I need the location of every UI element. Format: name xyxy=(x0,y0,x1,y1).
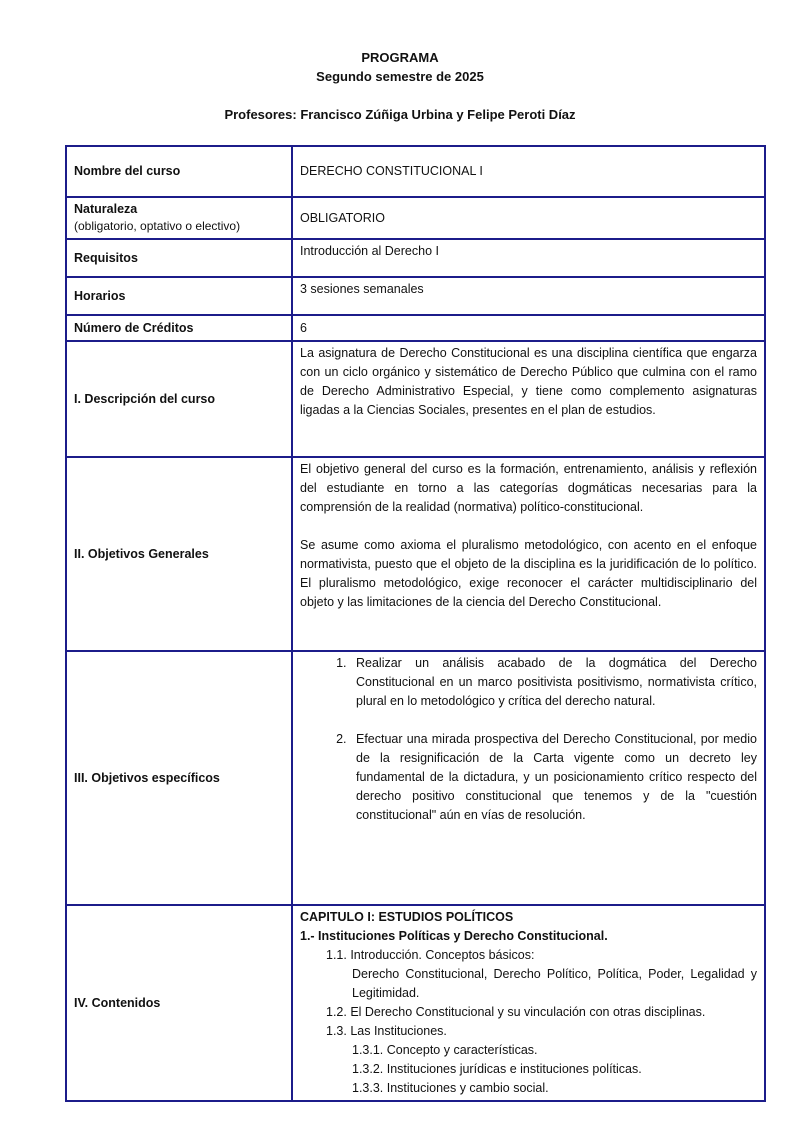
label: IV. Contenidos xyxy=(66,905,292,1101)
label: Nombre del curso xyxy=(66,146,292,197)
section-title: 1.- Instituciones Políticas y Derecho Constitucional. xyxy=(300,929,608,943)
row-nombre xyxy=(66,146,765,197)
value: OBLIGATORIO xyxy=(292,197,765,239)
subsubsection: 1.3.1. Concepto y características. xyxy=(352,1043,538,1057)
subsection: 1.1. Introducción. Conceptos básicos: xyxy=(326,948,535,962)
label: Número de Créditos xyxy=(66,315,292,341)
label: II. Objetivos Generales xyxy=(66,457,292,651)
subsection-detail: Derecho Constitucional, Derecho Político, Política, Poder, Legalidad y Legitimidad. xyxy=(352,967,757,1000)
row-objetivos-especificos xyxy=(66,651,765,905)
list-item: 2. Efectuar una mirada prospectiva del Derecho Constitucional, por medio de la resignificación de la Carta vigente como un decreto ley fundamental de la dictadura, y un posicionamiento crítico respecto del derecho positivo constitucional que tenemos y de la "cuestión constitucional" aún en vías de resolución. xyxy=(350,730,757,825)
sublabel: (obligatorio, optativo o electivo) xyxy=(74,219,241,233)
paragraph: Se asume como axioma el pluralismo metodológico, con acento en el enfoque normativista, puesto que el objeto de la disciplina es la juridificación de lo político. El pluralismo metodológico, exige reconocer el carácter multidisciplinario del objeto y las limitaciones de la ciencia del Derecho Constitucional. xyxy=(300,538,757,609)
label: Naturaleza xyxy=(74,202,138,216)
label: III. Objetivos específicos xyxy=(66,651,292,905)
list-item: 1. Realizar un análisis acabado de la dogmática del Derecho Constitucional en un marco positivista positivismo, normativista crítico, plural en lo metodológico y crítica del derecho natural. xyxy=(350,654,757,711)
row-descripcion xyxy=(66,341,765,457)
objectives-list xyxy=(300,654,757,825)
label: Horarios xyxy=(66,277,292,315)
value: La asignatura de Derecho Constitucional es una disciplina científica que engarza con un ciclo orgánico y sistemático de Derecho Público que culmina con el ramo de Derecho Administrativo Especial, y tiene como complemento asignaturas ligadas a la Ciencias Sociales, presentes en el plan de estudios. xyxy=(292,341,765,457)
row-requisitos xyxy=(66,239,765,277)
row-objetivos-generales xyxy=(66,457,765,651)
course-table xyxy=(65,145,766,1102)
subsubsection: 1.3.3. Instituciones y cambio social. xyxy=(352,1081,549,1095)
row-creditos xyxy=(66,315,765,341)
row-contenidos xyxy=(66,905,765,1101)
value: DERECHO CONSTITUCIONAL I xyxy=(292,146,765,197)
chapter-title: CAPITULO I: ESTUDIOS POLÍTICOS xyxy=(300,910,514,924)
row-naturaleza xyxy=(66,197,765,239)
document-title: PROGRAMA xyxy=(361,50,439,65)
row-horarios xyxy=(66,277,765,315)
paragraph: El objetivo general del curso es la formación, entrenamiento, análisis y reflexión del estudiante en torno a las categorías dogmáticas necesarias para la comprensión de la realidad (normativa) político-constitucional. xyxy=(300,462,757,514)
professors: Profesores: Francisco Zúñiga Urbina y Felipe Peroti Díaz xyxy=(224,107,576,122)
value: 6 xyxy=(292,315,765,341)
value: Introducción al Derecho I xyxy=(292,239,765,277)
label: I. Descripción del curso xyxy=(66,341,292,457)
semester: Segundo semestre de 2025 xyxy=(316,69,484,84)
label: Requisitos xyxy=(66,239,292,277)
value: 3 sesiones semanales xyxy=(292,277,765,315)
subsection: 1.2. El Derecho Constitucional y su vinculación con otras disciplinas. xyxy=(326,1005,706,1019)
subsection: 1.3. Las Instituciones. xyxy=(326,1024,447,1038)
subsubsection: 1.3.2. Instituciones jurídicas e instituciones políticas. xyxy=(352,1062,642,1076)
